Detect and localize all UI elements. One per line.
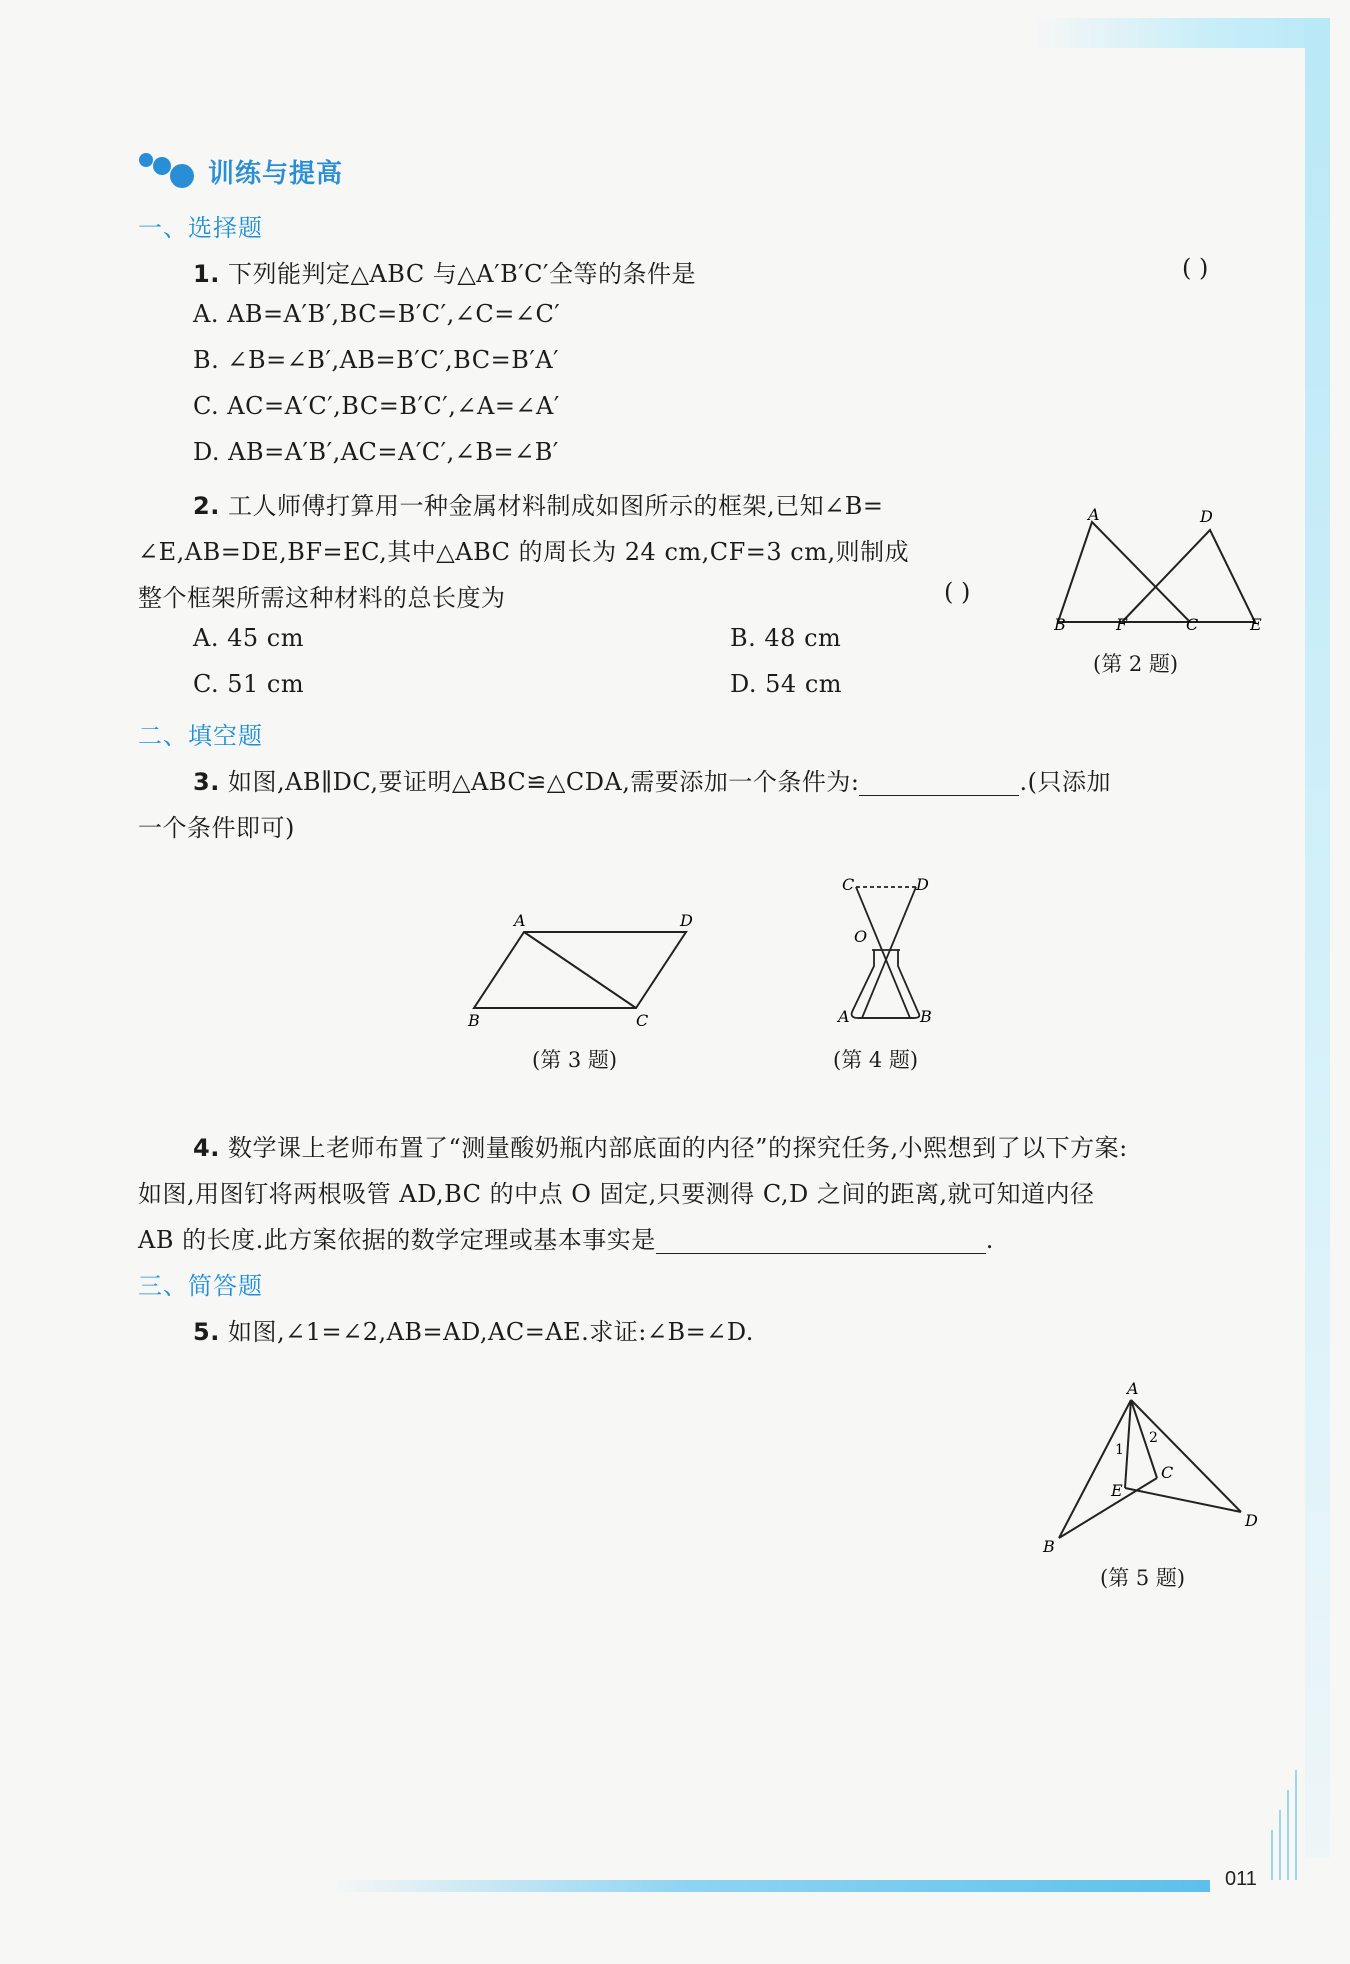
q3-line2: 一个条件即可) [138,814,295,842]
q5-text: 如图,∠1=∠2,AB=AD,AC=AE.求证:∠B=∠D. [227,1318,754,1346]
q1-option-a: A. AB=A′B′,BC=B′C′,∠C=∠C′ [193,300,561,328]
q2-option-b: B. 48 cm [730,624,842,652]
q4-label-b: B [920,1007,932,1026]
q4-text-1: 数学课上老师布置了“测量酸奶瓶内部底面的内径”的探究任务,小熙想到了以下方案: [227,1134,1128,1162]
q4-line3 [138,1220,994,1255]
q2-option-d: D. 54 cm [730,670,843,698]
q1-answer-paren: ( ) [1182,254,1209,282]
footer-ticks [1262,1770,1312,1890]
q4-label-d: D [916,875,929,894]
q1-option-b: B. ∠B=∠B′,AB=B′C′,BC=B′A′ [193,346,560,374]
q4-figure [830,872,940,1032]
q2-figure [1040,500,1270,640]
q4-line1 [193,1128,1128,1163]
q2-line1 [193,486,883,521]
q3-label-d: D [680,912,693,930]
q3-caption: (第 3 题) [532,1048,618,1072]
q2-answer-paren: ( ) [944,578,971,606]
q3-text-1-end: .(只添加 [1019,768,1111,796]
q2-line3: 整个框架所需这种材料的总长度为 [138,584,506,612]
q3-text-1: 如图,AB∥DC,要证明△ABC≌△CDA,需要添加一个条件为: [227,768,860,796]
q1-text: 下列能判定△ABC 与△A′B′C′全等的条件是 [227,260,696,288]
q4-label-o: O [854,927,868,946]
q2-label-e: E [1250,615,1262,634]
q4-caption: (第 4 题) [833,1048,919,1072]
q3-line1 [193,762,1111,797]
q4-answer-blank[interactable] [656,1227,986,1254]
q2-option-c: C. 51 cm [193,670,305,698]
q4-label-a: A [838,1007,850,1026]
q2-option-a: A. 45 cm [193,624,304,652]
q5-label-a: A [1127,1379,1139,1398]
footer-bar [330,1880,1210,1892]
q2-label-f: F [1116,615,1128,634]
q5-angle-1: 1 [1115,1442,1124,1458]
q3-number: 3. [193,768,220,796]
q3-label-b: B [468,1011,480,1030]
q2-label-d: D [1200,507,1213,526]
q5-caption: (第 5 题) [1100,1566,1186,1590]
q5-figure [1035,1378,1265,1558]
page-edge-decoration [1305,18,1330,1858]
q2-caption: (第 2 题) [1093,652,1179,676]
section-answer-title: 三、简答题 [138,1272,263,1300]
q5-label-e: E [1111,1481,1123,1500]
q2-number: 2. [193,492,220,520]
section-choice-title: 一、选择题 [138,214,263,242]
q3-figure [460,912,710,1030]
q1-number: 1. [193,260,220,288]
q5-label-b: B [1043,1537,1055,1556]
q1-option-c: C. AC=A′C′,BC=B′C′,∠A=∠A′ [193,392,560,420]
q5-label-c: C [1161,1463,1174,1482]
q4-line2: 如图,用图钉将两根吸管 AD,BC 的中点 O 固定,只要测得 C,D 之间的距离,就可知道内径 [138,1180,1095,1208]
q2-line2: ∠E,AB=DE,BF=EC,其中△ABC 的周长为 24 cm,CF=3 cm,则制成 [138,538,910,566]
q5-angle-2: 2 [1149,1430,1158,1446]
q3-label-c: C [636,1011,649,1030]
q1-option-d: D. AB=A′B′,AC=A′C′,∠B=∠B′ [193,438,559,466]
q4-text-3: AB 的长度.此方案依据的数学定理或基本事实是 [138,1226,656,1254]
q3-label-a: A [514,912,526,930]
q2-label-b: B [1054,615,1066,634]
q1-stem [193,254,696,289]
q5-line1 [193,1312,754,1347]
q2-label-c: C [1186,615,1199,634]
q4-number: 4. [193,1134,220,1162]
q5-number: 5. [193,1318,220,1346]
q4-label-c: C [842,875,855,894]
bubbles-icon [138,150,200,192]
header-title: 训练与提高 [208,158,344,189]
section-fill-title: 二、填空题 [138,722,263,750]
page-edge-decoration [1030,18,1330,48]
section-header [138,150,343,192]
q3-answer-blank[interactable] [859,769,1019,796]
page-number: 011 [1225,1868,1257,1890]
q2-label-a: A [1088,505,1100,524]
q4-text-3-end: . [985,1226,994,1254]
q5-label-d: D [1245,1511,1258,1530]
q2-text-1: 工人师傅打算用一种金属材料制成如图所示的框架,已知∠B= [227,492,884,520]
